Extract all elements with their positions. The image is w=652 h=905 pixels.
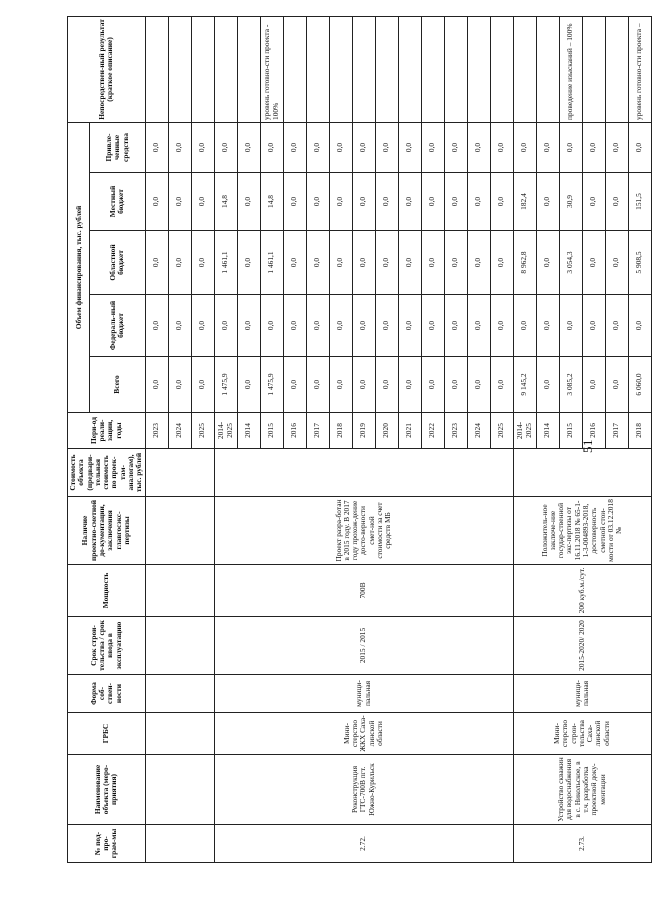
federal-cell: 0,0 (283, 295, 306, 357)
regional-cell: 0,0 (490, 231, 513, 295)
table-header-row (68, 16, 90, 862)
result-cell (191, 16, 214, 122)
cont-cost-cell (145, 449, 214, 497)
federal-cell: 0,0 (237, 295, 260, 357)
period-cell: 2014-2025 (214, 413, 237, 449)
federal-cell: 0,0 (145, 295, 168, 357)
attracted-cell: 0,0 (628, 122, 651, 172)
object-docs: Положитель-ное заключе-ние государ-ственной экс-пертизы от 16.11.2018 № 65-1-1-3-004893-2018, достоверность сметной стои-мости от 03.12.2018 № (513, 497, 651, 565)
period-cell: 2015 (559, 413, 582, 449)
local-cell: 14,8 (214, 173, 237, 231)
federal-cell: 0,0 (260, 295, 283, 357)
period-cell: 2020 (375, 413, 398, 449)
result-cell (352, 16, 375, 122)
header-num: № под-про-грам-мы (68, 825, 146, 863)
local-cell: 0,0 (375, 173, 398, 231)
attracted-cell: 0,0 (490, 122, 513, 172)
regional-cell: 0,0 (191, 231, 214, 295)
attracted-cell: 0,0 (352, 122, 375, 172)
result-cell (168, 16, 191, 122)
object-ownership: муници-пальная (513, 675, 651, 713)
header-power: Мощность (68, 565, 146, 617)
regional-cell: 8 962,8 (513, 231, 536, 295)
page-number: 51 (580, 439, 595, 453)
table-row (214, 16, 237, 862)
table-row (145, 16, 168, 862)
object-capacity: 700В (214, 565, 513, 617)
regional-cell: 0,0 (306, 231, 329, 295)
object-term: 2015-2020/ 2020 (513, 617, 651, 675)
period-cell: 2017 (605, 413, 628, 449)
attracted-cell: 0,0 (168, 122, 191, 172)
total-cell: 0,0 (467, 357, 490, 413)
period-cell: 2023 (145, 413, 168, 449)
object-grbs: Мини-стерство ЖКХ Саха-линской области (214, 713, 513, 755)
cont-term-cell (145, 617, 214, 675)
object-capacity: 200 куб.м./сут. (513, 565, 651, 617)
header-name: Наименование объекта (меро-приятия) (68, 755, 146, 825)
period-cell: 2019 (352, 413, 375, 449)
header-docs: Наличие проектно-сметной до-кументации, заключения главгосэкс-пертизы (68, 497, 146, 565)
result-cell (582, 16, 605, 122)
object-ownership: муници-пальная (214, 675, 513, 713)
federal-cell: 0,0 (375, 295, 398, 357)
regional-cell: 0,0 (467, 231, 490, 295)
local-cell: 30,9 (559, 173, 582, 231)
result-cell (536, 16, 559, 122)
period-cell: 2025 (191, 413, 214, 449)
cont-docs-cell (145, 497, 214, 565)
period-cell: 2023 (444, 413, 467, 449)
header-federal: Федераль-ный бюджет (90, 295, 145, 357)
attracted-cell: 0,0 (237, 122, 260, 172)
header-term: Срок строи-тельства / срок ввода в эксплуатацию (68, 617, 146, 675)
regional-cell: 0,0 (168, 231, 191, 295)
local-cell: 0,0 (444, 173, 467, 231)
local-cell: 0,0 (605, 173, 628, 231)
total-cell: 0,0 (490, 357, 513, 413)
total-cell: 0,0 (421, 357, 444, 413)
result-cell (421, 16, 444, 122)
federal-cell: 0,0 (168, 295, 191, 357)
period-cell: 2016 (582, 413, 605, 449)
header-result: Непосредствен-ный результат (краткое описание) (68, 16, 146, 122)
result-cell: уровень готовно-сти проекта – (628, 16, 651, 122)
financing-table (67, 16, 652, 863)
local-cell: 0,0 (490, 173, 513, 231)
regional-cell: 0,0 (329, 231, 352, 295)
attracted-cell: 0,0 (306, 122, 329, 172)
attracted-cell: 0,0 (559, 122, 582, 172)
period-cell: 2018 (329, 413, 352, 449)
total-cell: 0,0 (168, 357, 191, 413)
federal-cell: 0,0 (628, 295, 651, 357)
attracted-cell: 0,0 (191, 122, 214, 172)
result-cell (283, 16, 306, 122)
local-cell: 0,0 (352, 173, 375, 231)
period-cell: 2017 (306, 413, 329, 449)
period-cell: 2022 (421, 413, 444, 449)
header-grbs: ГРБС (68, 713, 146, 755)
total-cell: 6 060,0 (628, 357, 651, 413)
cont-num-cell (145, 825, 214, 863)
attracted-cell: 0,0 (467, 122, 490, 172)
cont-grbs-cell (145, 713, 214, 755)
cont-form-cell (145, 675, 214, 713)
federal-cell: 0,0 (444, 295, 467, 357)
header-period: Пери-од реали-зации, годы (68, 413, 146, 449)
total-cell: 0,0 (536, 357, 559, 413)
result-cell (237, 16, 260, 122)
federal-cell: 0,0 (191, 295, 214, 357)
federal-cell: 0,0 (605, 295, 628, 357)
header-total: Всего (90, 357, 145, 413)
period-cell: 2021 (398, 413, 421, 449)
total-cell: 3 085,2 (559, 357, 582, 413)
period-cell: 2014-2025 (513, 413, 536, 449)
local-cell: 0,0 (467, 173, 490, 231)
total-cell: 0,0 (145, 357, 168, 413)
object-docs: Проект разра-ботан в 2015 году. В 2017 году прохож-дение досто-верности смет-ной стоимости за счет средств МБ (214, 497, 513, 565)
federal-cell: 0,0 (421, 295, 444, 357)
local-cell: 0,0 (283, 173, 306, 231)
total-cell: 0,0 (444, 357, 467, 413)
total-cell: 9 145,2 (513, 357, 536, 413)
regional-cell: 0,0 (375, 231, 398, 295)
federal-cell: 0,0 (536, 295, 559, 357)
regional-cell: 0,0 (398, 231, 421, 295)
regional-cell: 0,0 (605, 231, 628, 295)
cont-name-cell (145, 755, 214, 825)
result-cell (398, 16, 421, 122)
total-cell: 0,0 (582, 357, 605, 413)
result-cell (375, 16, 398, 122)
total-cell: 0,0 (306, 357, 329, 413)
federal-cell: 0,0 (352, 295, 375, 357)
attracted-cell: 0,0 (145, 122, 168, 172)
attracted-cell: 0,0 (214, 122, 237, 172)
attracted-cell: 0,0 (421, 122, 444, 172)
result-cell (467, 16, 490, 122)
federal-cell: 0,0 (306, 295, 329, 357)
regional-cell: 0,0 (145, 231, 168, 295)
period-cell: 2016 (283, 413, 306, 449)
local-cell: 0,0 (421, 173, 444, 231)
object-cost (513, 449, 651, 497)
total-cell: 1 475,9 (214, 357, 237, 413)
local-cell: 0,0 (191, 173, 214, 231)
result-cell (513, 16, 536, 122)
header-local: Местный бюджет (90, 173, 145, 231)
total-cell: 0,0 (237, 357, 260, 413)
header-regional: Областной бюджет (90, 231, 145, 295)
header-cost: Стоимость объекта (предвари-тельная стоимость по проек-там-аналогам), тыс. рублей (68, 449, 146, 497)
attracted-cell: 0,0 (375, 122, 398, 172)
result-cell (444, 16, 467, 122)
local-cell: 0,0 (398, 173, 421, 231)
period-cell: 2025 (490, 413, 513, 449)
object-name: Реконструкция ГТС-700В пгт. Южно-Курильск (214, 755, 513, 825)
period-cell: 2014 (536, 413, 559, 449)
regional-cell: 0,0 (352, 231, 375, 295)
total-cell: 0,0 (283, 357, 306, 413)
local-cell: 151,5 (628, 173, 651, 231)
attracted-cell: 0,0 (260, 122, 283, 172)
object-number: 2.72. (214, 825, 513, 863)
header-funding: Объем финансирования, тыс. рублей (68, 122, 90, 412)
result-cell (605, 16, 628, 122)
local-cell: 0,0 (306, 173, 329, 231)
total-cell: 1 475,9 (260, 357, 283, 413)
object-number: 2.73. (513, 825, 651, 863)
object-grbs: Мини-стерство строи-тельства Саха-линской области (513, 713, 651, 755)
attracted-cell: 0,0 (283, 122, 306, 172)
result-cell (306, 16, 329, 122)
period-cell: 2015 (260, 413, 283, 449)
regional-cell: 0,0 (283, 231, 306, 295)
period-cell: 2024 (467, 413, 490, 449)
federal-cell: 0,0 (513, 295, 536, 357)
federal-cell: 0,0 (490, 295, 513, 357)
local-cell: 0,0 (329, 173, 352, 231)
local-cell: 182,4 (513, 173, 536, 231)
total-cell: 0,0 (329, 357, 352, 413)
total-cell: 0,0 (191, 357, 214, 413)
cont-power-cell (145, 565, 214, 617)
object-term: 2015 / 2015 (214, 617, 513, 675)
regional-cell: 0,0 (237, 231, 260, 295)
result-cell (490, 16, 513, 122)
local-cell: 0,0 (582, 173, 605, 231)
regional-cell: 0,0 (536, 231, 559, 295)
object-cost (214, 449, 513, 497)
federal-cell: 0,0 (559, 295, 582, 357)
federal-cell: 0,0 (398, 295, 421, 357)
federal-cell: 0,0 (214, 295, 237, 357)
result-cell (214, 16, 237, 122)
regional-cell: 5 908,5 (628, 231, 651, 295)
header-form: Форма соб-ствен-ности (68, 675, 146, 713)
total-cell: 0,0 (352, 357, 375, 413)
regional-cell: 0,0 (444, 231, 467, 295)
local-cell: 0,0 (168, 173, 191, 231)
attracted-cell: 0,0 (513, 122, 536, 172)
attracted-cell: 0,0 (444, 122, 467, 172)
regional-cell: 0,0 (582, 231, 605, 295)
period-cell: 2018 (628, 413, 651, 449)
attracted-cell: 0,0 (398, 122, 421, 172)
regional-cell: 1 461,1 (214, 231, 237, 295)
total-cell: 0,0 (398, 357, 421, 413)
local-cell: 14,8 (260, 173, 283, 231)
regional-cell: 1 461,1 (260, 231, 283, 295)
period-cell: 2014 (237, 413, 260, 449)
attracted-cell: 0,0 (329, 122, 352, 172)
local-cell: 0,0 (237, 173, 260, 231)
period-cell: 2024 (168, 413, 191, 449)
local-cell: 0,0 (145, 173, 168, 231)
attracted-cell: 0,0 (536, 122, 559, 172)
federal-cell: 0,0 (329, 295, 352, 357)
federal-cell: 0,0 (467, 295, 490, 357)
federal-cell: 0,0 (582, 295, 605, 357)
result-cell (145, 16, 168, 122)
local-cell: 0,0 (536, 173, 559, 231)
table-row (513, 16, 536, 862)
total-cell: 0,0 (375, 357, 398, 413)
header-attracted: Привле-ченные средства (90, 122, 145, 172)
result-cell: проведение изысканий – 100% (559, 16, 582, 122)
regional-cell: 0,0 (421, 231, 444, 295)
object-name: Устройство скважин для водоснабжения в с. Никольское, в т.ч. разработка проектной доку-ментации (513, 755, 651, 825)
result-cell (329, 16, 352, 122)
regional-cell: 3 054,3 (559, 231, 582, 295)
result-cell: уровень готовно-сти проекта - 100% (260, 16, 283, 122)
attracted-cell: 0,0 (582, 122, 605, 172)
total-cell: 0,0 (605, 357, 628, 413)
attracted-cell: 0,0 (605, 122, 628, 172)
